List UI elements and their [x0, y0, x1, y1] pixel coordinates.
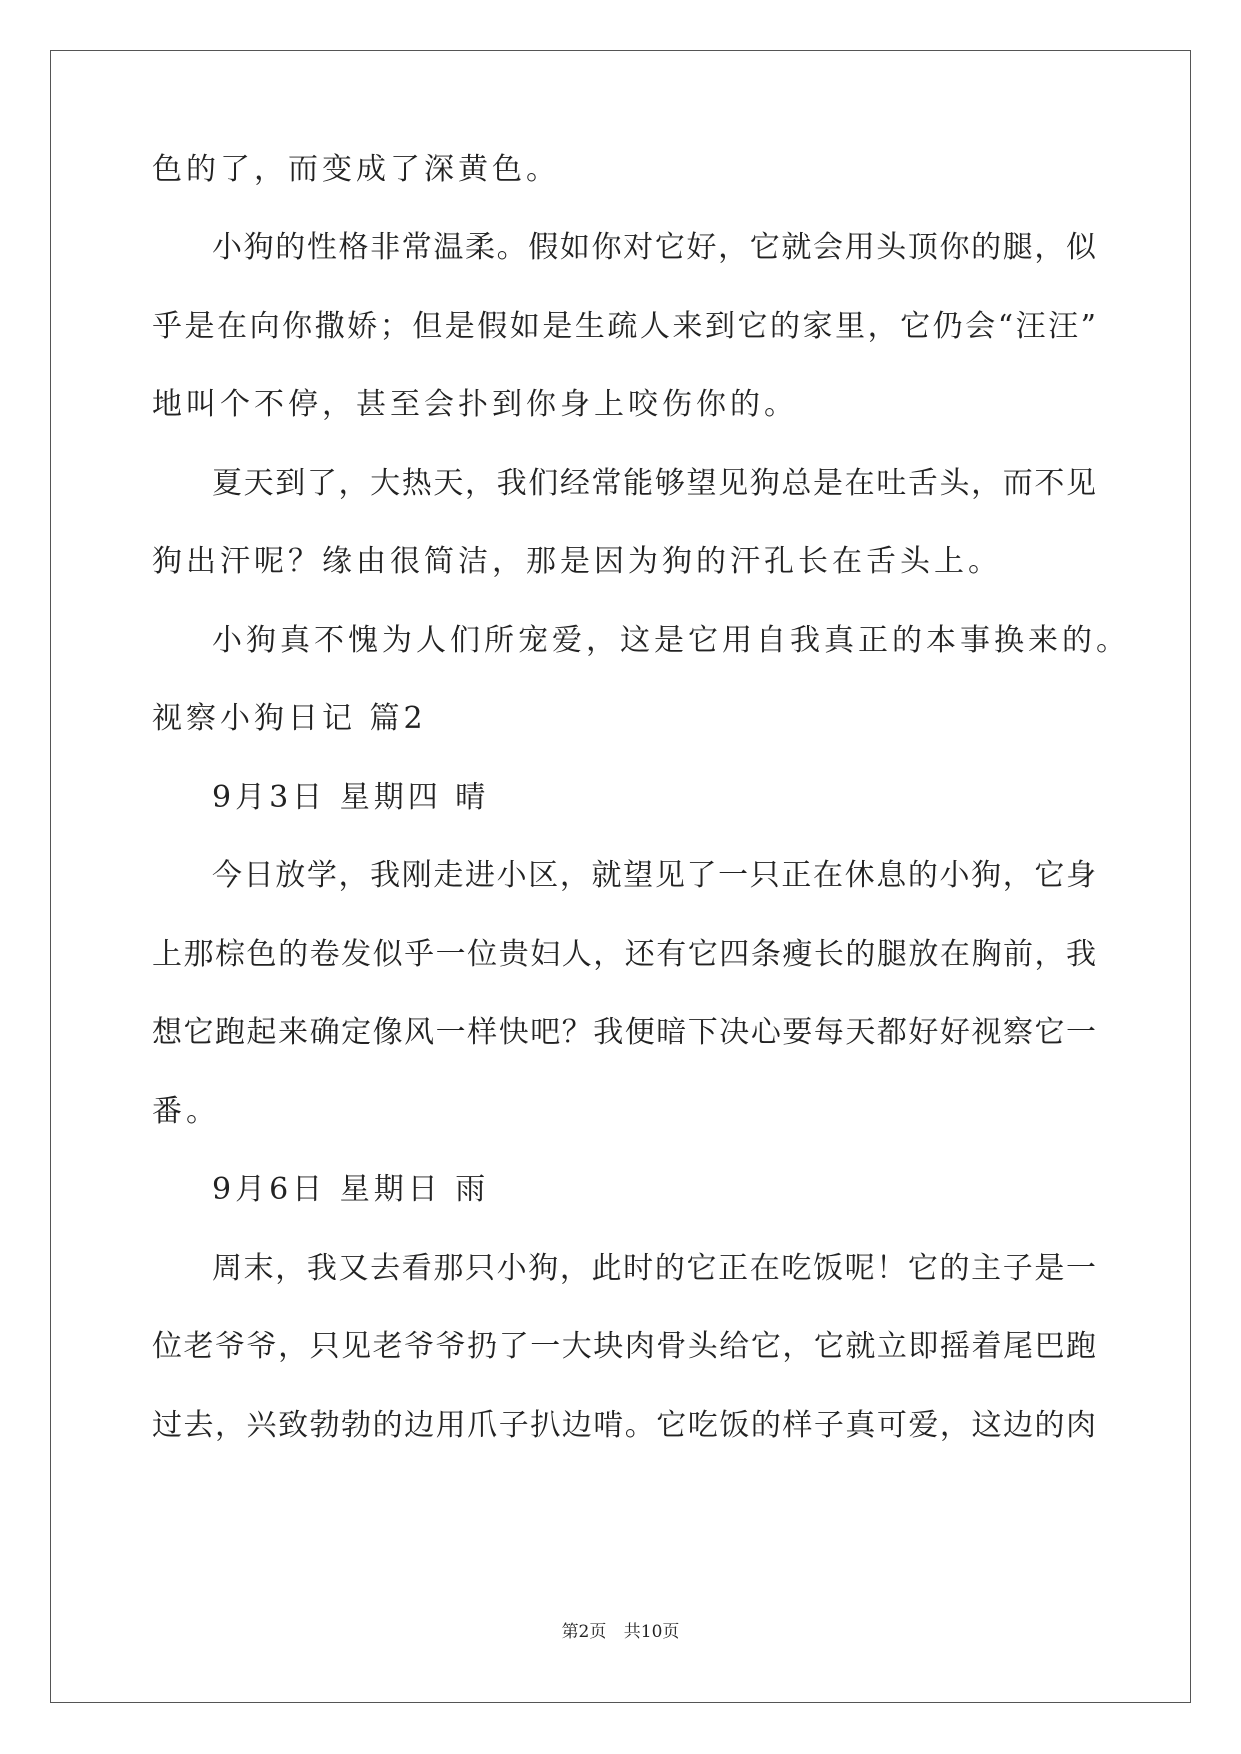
page-footer	[0, 1621, 1241, 1643]
text-line: 今日放学，我刚走进小区，就望见了一只正在休息的小狗，它身	[212, 858, 1096, 893]
page-total: 共10页	[623, 1622, 680, 1642]
text-line: 乎是在向你撒娇；但是假如是生疏人来到它的家里，它仍会“汪汪”	[152, 309, 1096, 344]
text-line: 番。	[152, 1094, 220, 1129]
text-line: 上那棕色的卷发似乎一位贵妇人，还有它四条瘦长的腿放在胸前，我	[152, 937, 1096, 972]
text-line: 过去，兴致勃勃的边用爪子扒边啃。它吃饭的样子真可爱，这边的肉	[152, 1408, 1096, 1443]
text-line: 想它跑起来确定像风一样快吧？我便暗下决心要每天都好好视察它一	[152, 1015, 1096, 1050]
diary-date: 9月3日 星期四 晴	[212, 780, 490, 815]
text-line: 小狗的性格非常温柔。假如你对它好，它就会用头顶你的腿，似	[212, 230, 1096, 265]
text-line: 狗出汗呢？缘由很简洁，那是因为狗的汗孔长在舌头上。	[152, 544, 1002, 579]
text-line: 地叫个不停，甚至会扑到你身上咬伤你的。	[152, 387, 798, 422]
text-line: 小狗真不愧为人们所宠爱，这是它用自我真正的本事换来的。	[212, 623, 1130, 658]
text-line: 位老爷爷，只见老爷爷扔了一大块肉骨头给它，它就立即摇着尾巴跑	[152, 1329, 1096, 1364]
text-line: 周末，我又去看那只小狗，此时的它正在吃饭呢！它的主子是一	[212, 1251, 1096, 1286]
text-line: 色的了，而变成了深黄色。	[152, 152, 560, 187]
page-number: 第2页	[561, 1622, 607, 1642]
section-heading: 视察小狗日记 篇2	[152, 701, 427, 736]
text-line: 夏天到了，大热天，我们经常能够望见狗总是在吐舌头，而不见	[212, 466, 1096, 501]
diary-date: 9月6日 星期日 雨	[212, 1172, 490, 1207]
